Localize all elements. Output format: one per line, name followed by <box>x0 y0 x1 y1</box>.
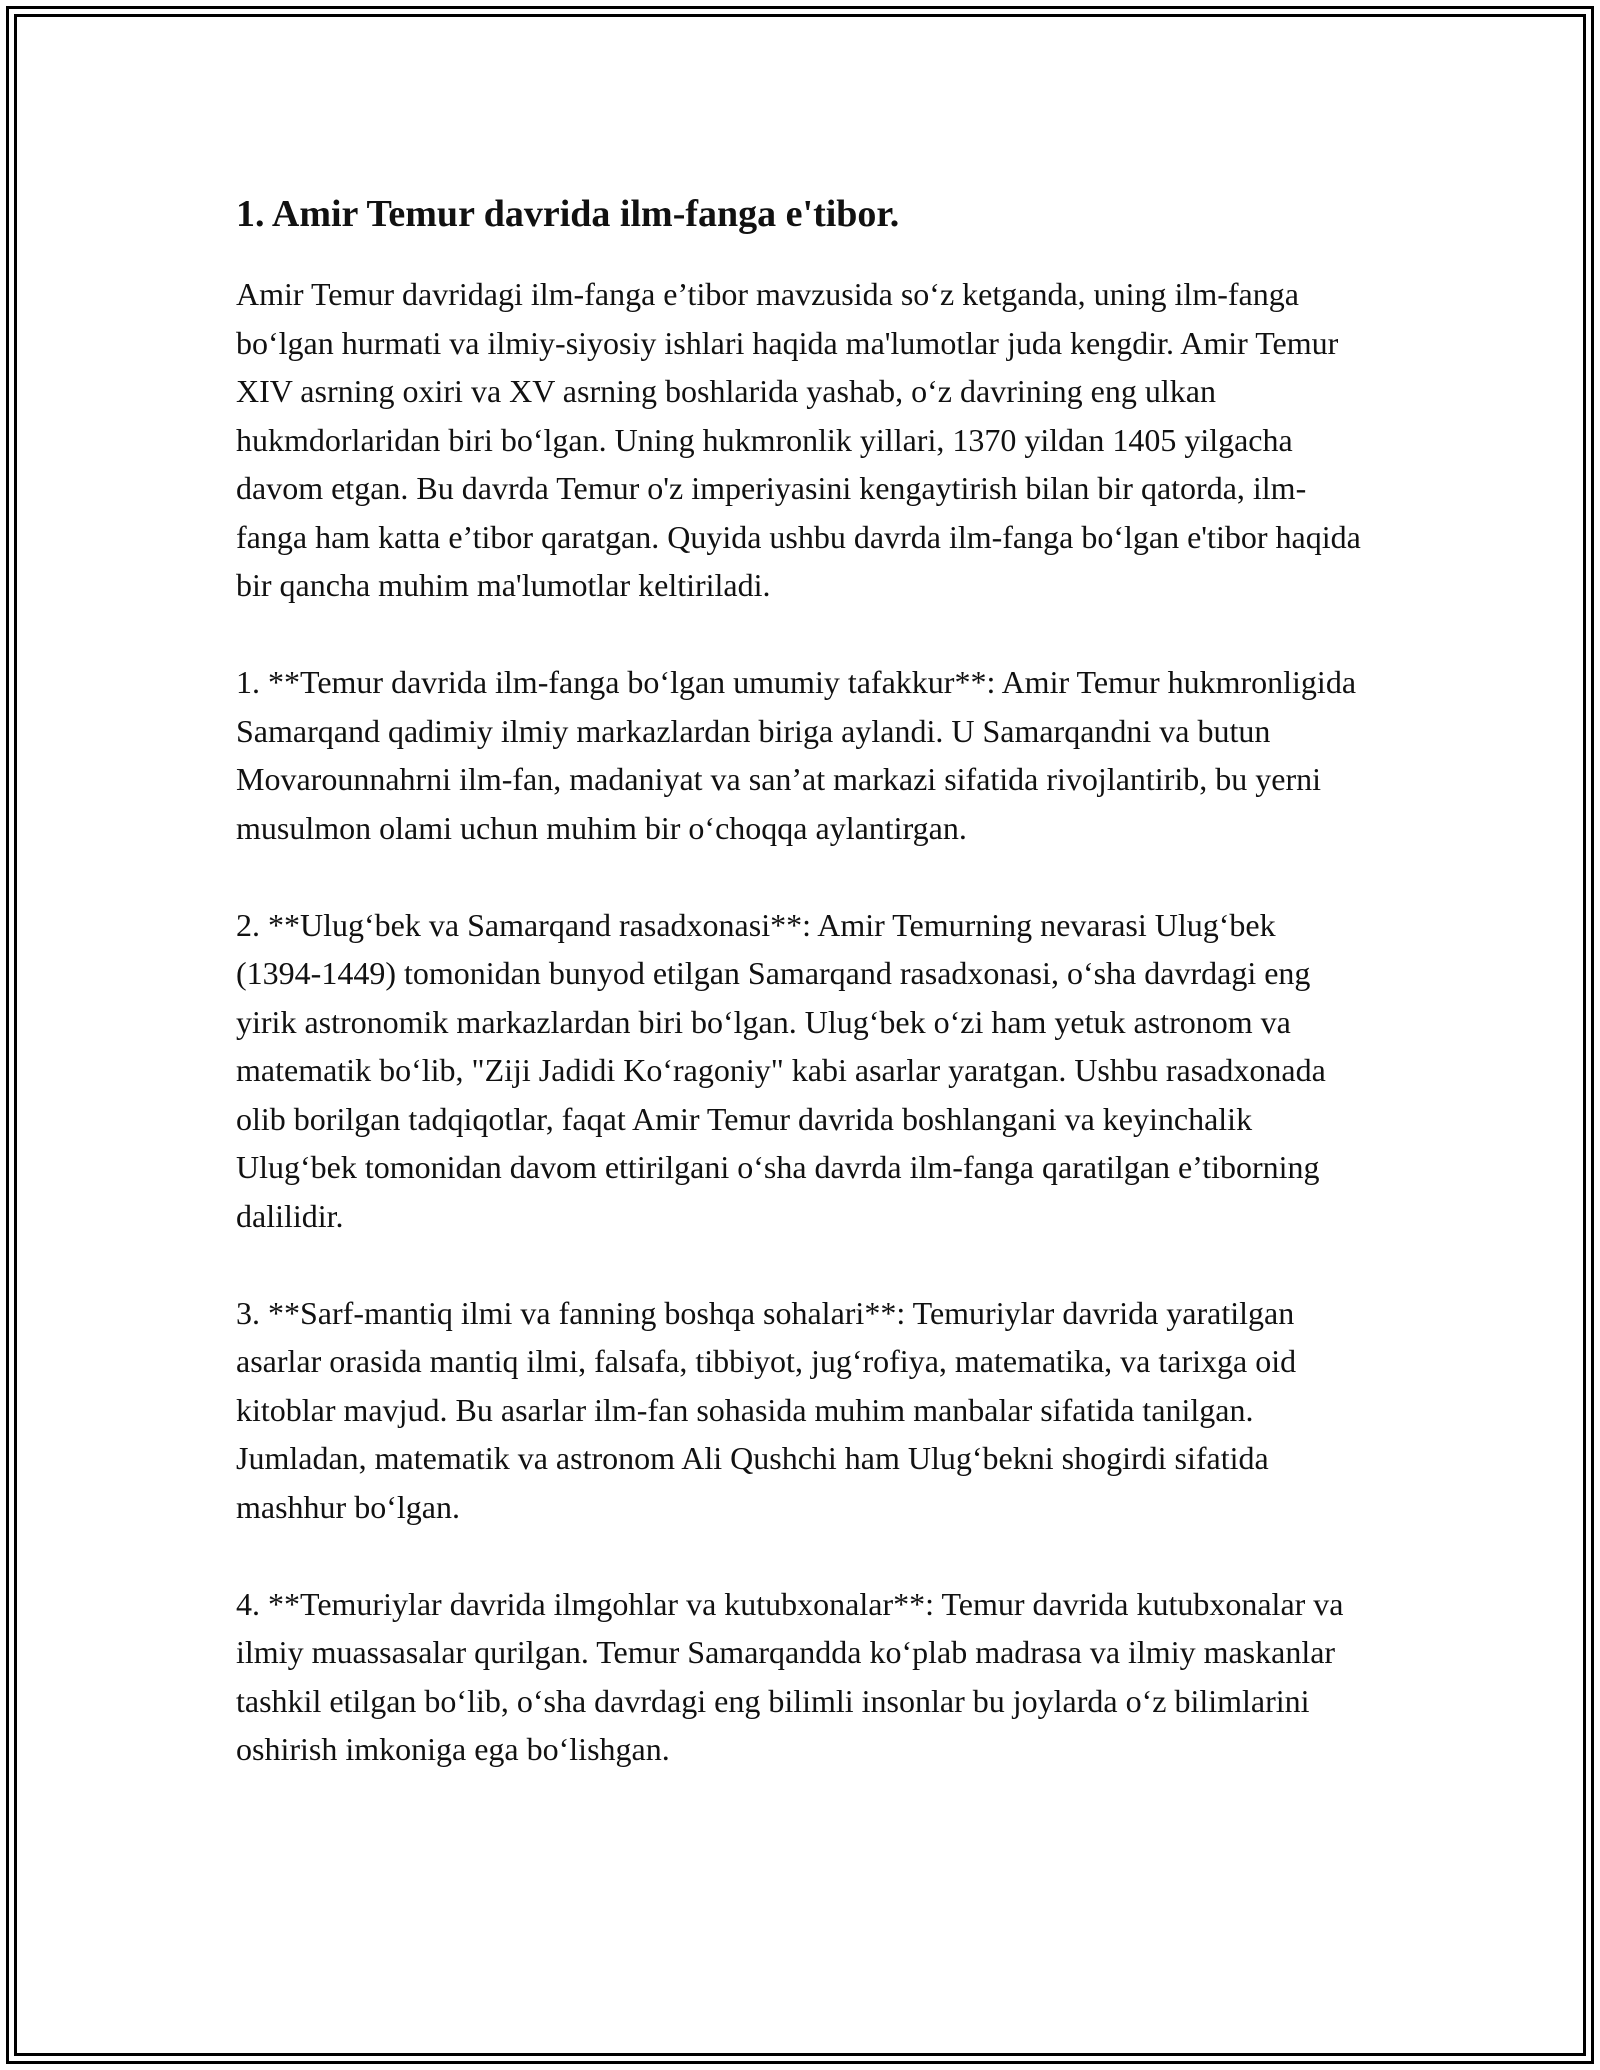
document-title: 1. Amir Temur davrida ilm-fanga e'tibor. <box>236 193 900 235</box>
paragraph-4: 4. **Temuriylar davrida ilmgohlar va kutubxonalar**: Temur davrida kutubxonalar va ilmiy muassasalar qurilgan. Temur Samarqandda ko‘plab madrasa va ilmiy maskanlar tashkil etilgan bo‘lib, o‘sha davrdagi eng bilimli insonlar bu joylarda o‘z bilimlarini oshirish imkoniga ega bo‘lishgan. <box>236 1585 1344 1767</box>
document-body <box>236 188 1366 1822</box>
paragraph-3: 3. **Sarf-mantiq ilmi va fanning boshqa sohalari**: Temuriylar davrida yaratilgan asarlar orasida mantiq ilmi, falsafa, tibbiyot, jug‘rofiya, matematika, va tarixga oid kitoblar mavjud. Bu asarlar ilm-fan sohasida muhim manbalar sifatida tanilgan. Jumladan, matematik va astronom Ali Qushchi ham Ulug‘bekni shogirdi sifatida mashhur bo‘lgan. <box>236 1294 1297 1525</box>
paragraph-2: 2. **Ulug‘bek va Samarqand rasadxonasi**: Amir Temurning nevarasi Ulug‘bek (1394-1449) tomonidan bunyod etilgan Samarqand rasadxonasi, o‘sha davrdagi eng yirik astronomik markazlardan biri bo‘lgan. Ulug‘bek o‘zi ham yetuk astronom va matematik bo‘lib, "Ziji Jadidi Ko‘ragoniy" kabi asarlar yaratgan. Ushbu rasadxonada olib borilgan tadqiqotlar, faqat Amir Temur davrida boshlangani va keyinchalik Ulug‘bek tomonidan davom ettirilgani o‘sha davrda ilm-fanga qaratilgan e’tiborning dalilidir. <box>236 906 1326 1234</box>
paragraph-1: 1. **Temur davrida ilm-fanga bo‘lgan umumiy tafakkur**: Amir Temur hukmronligida Samarqand qadimiy ilmiy markazlardan biriga aylandi. U Samarqandni va butun Movarounnahrni ilm-fan, madaniyat va san’at markazi sifatida rivojlantirib, bu yerni musulmon olami uchun muhim bir o‘choqqa aylantirgan. <box>236 664 1357 846</box>
intro-paragraph: Amir Temur davridagi ilm-fanga e’tibor mavzusida so‘z ketganda, uning ilm-fanga bo‘lgan hurmati va ilmiy-siyosiy ishlari haqida ma'lumotlar juda kengdir. Amir Temur XIV asrning oxiri va XV asrning boshlarida yashab, o‘z davrining eng ulkan hukmdorlaridan biri bo‘lgan. Uning hukmronlik yillari, 1370 yildan 1405 yilgacha davom etgan. Bu davrda Temur o'z imperiyasini kengaytirish bilan bir qatorda, ilm-fanga ham katta e’tibor qaratgan. Quyida ushbu davrda ilm-fanga bo‘lgan e'tibor haqida bir qancha muhim ma'lumotlar keltiriladi. <box>236 276 1361 603</box>
